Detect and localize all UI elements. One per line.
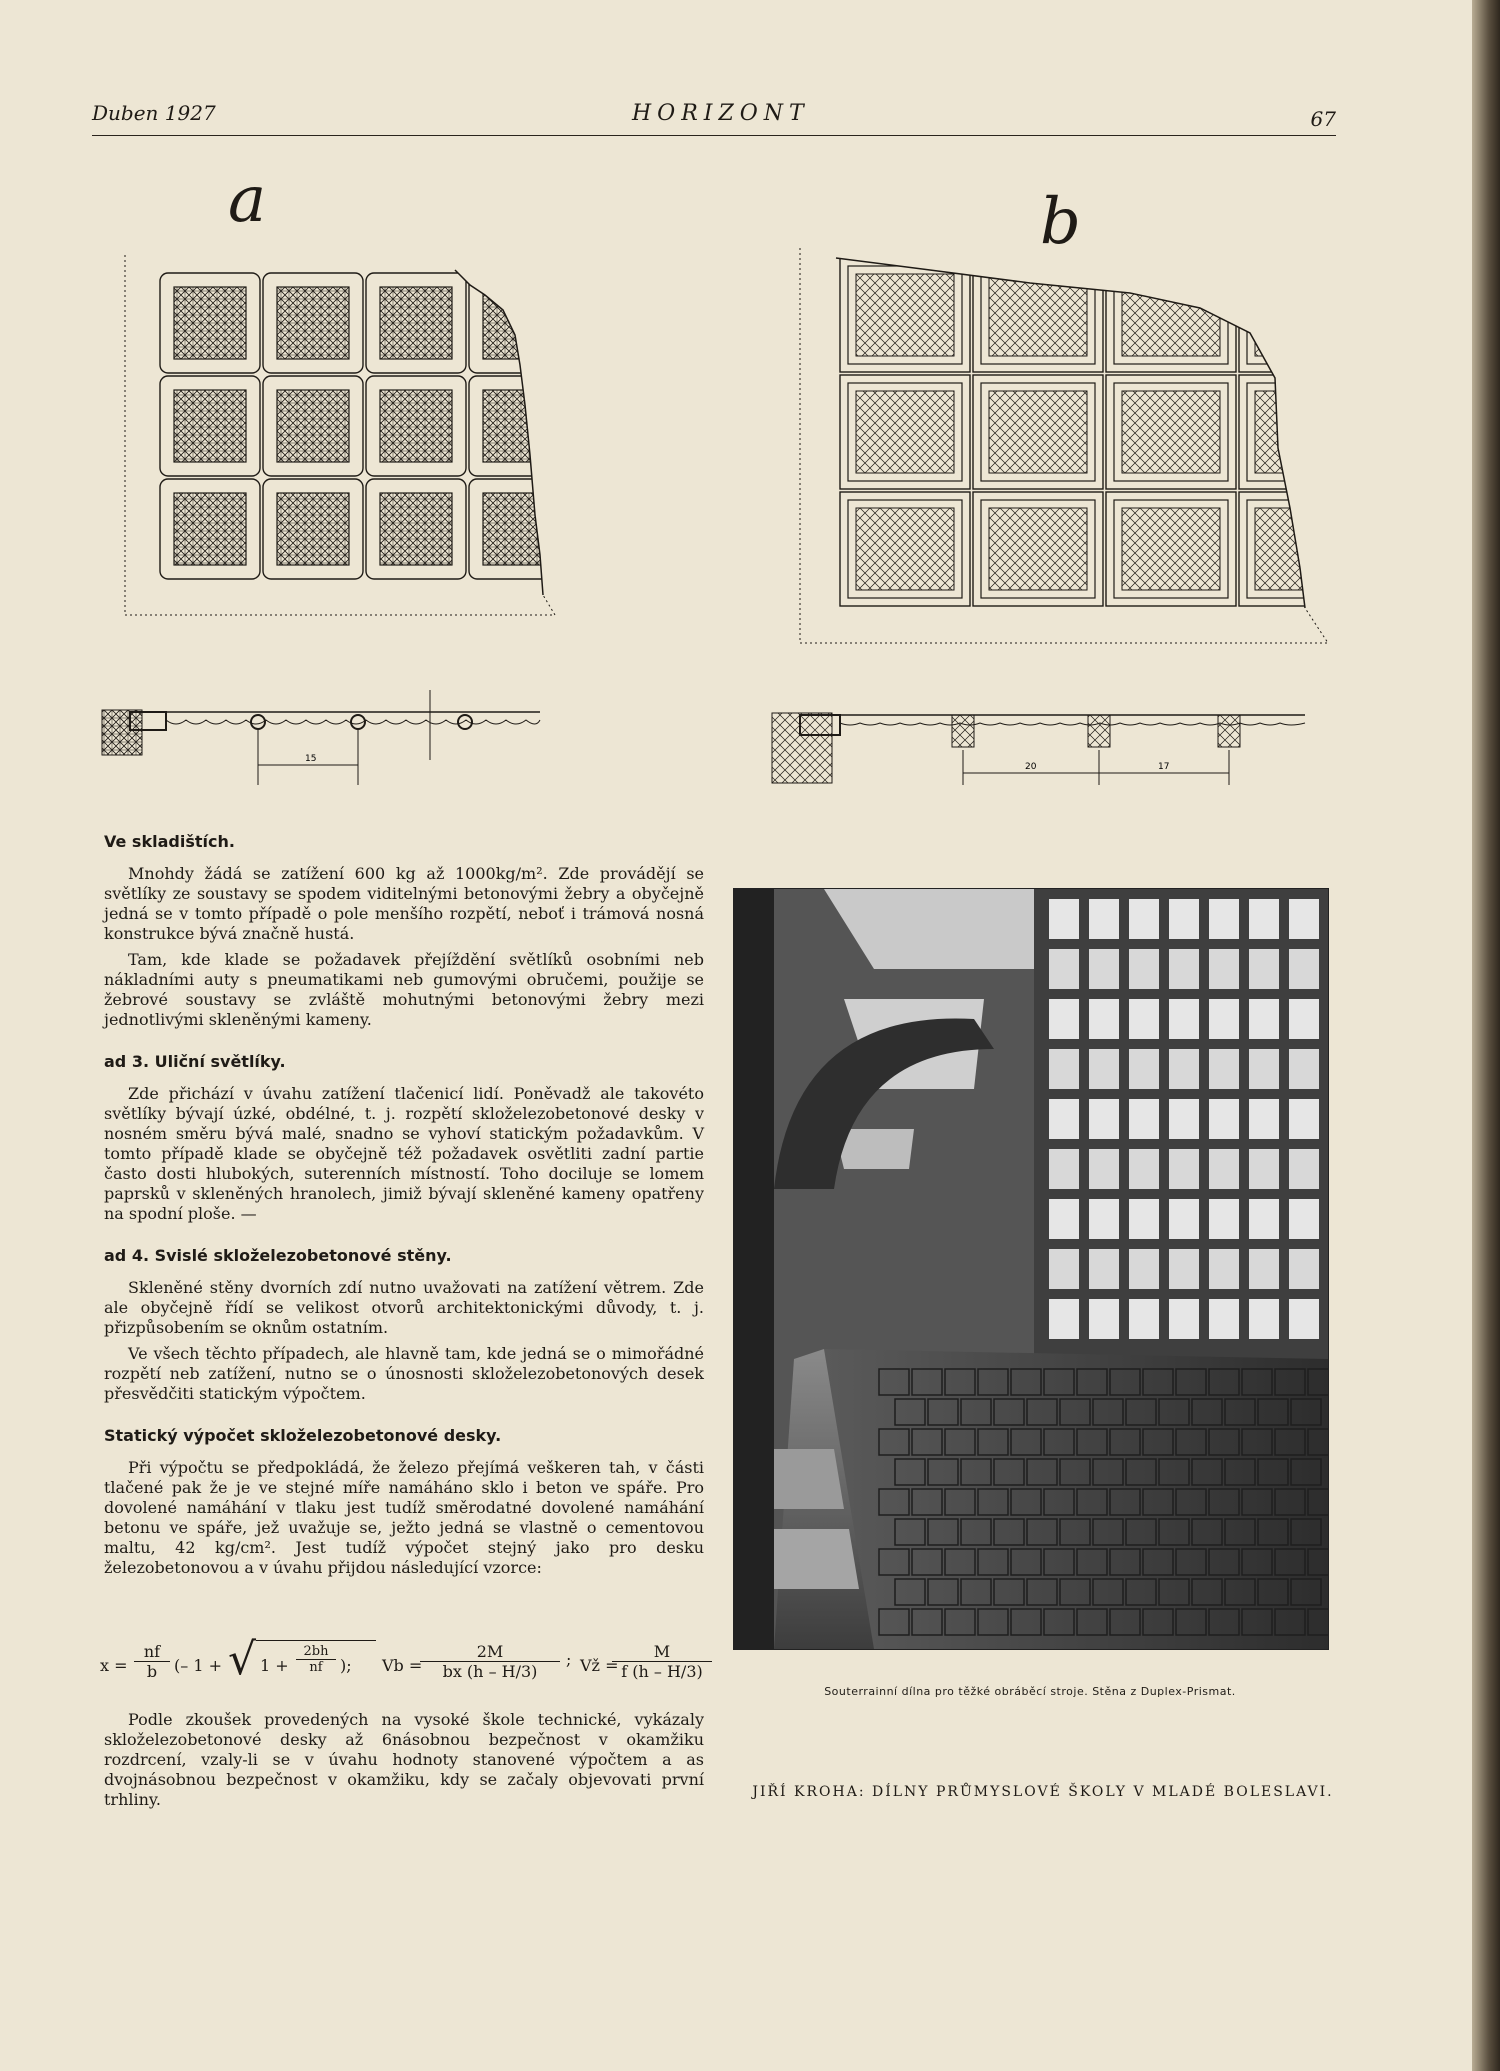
formula-root-numerator: 2bh — [296, 1644, 336, 1660]
article-column-end — [104, 1710, 704, 1816]
figure-a-letter: a — [228, 163, 267, 237]
window-pane — [1209, 1299, 1239, 1339]
article-column — [104, 822, 704, 1584]
window-pane — [1209, 1249, 1239, 1289]
section-drawing-b — [770, 705, 1310, 795]
page-edge-shadow — [1472, 0, 1500, 2071]
window-pane — [1249, 949, 1279, 989]
formula-x-numerator: nf — [134, 1642, 170, 1662]
glass-block-cell — [1106, 258, 1236, 372]
window-pane — [1249, 999, 1279, 1039]
photo-credit: JIŘÍ KROHA: DÍLNY PRŮMYSLOVÉ ŠKOLY V MLADÉ BOLESLAVI. — [752, 1784, 1334, 1800]
formula-vb-fraction — [420, 1642, 560, 1681]
photo-illustration — [734, 889, 1328, 1649]
glass-block-cell — [973, 258, 1103, 372]
window-pane — [1089, 1299, 1119, 1339]
glass-block-cell — [366, 479, 466, 579]
section-heading-street-skylights: ad 3. Uliční světlíky. — [104, 1052, 286, 1071]
square-root-bar — [256, 1640, 376, 1641]
glass-block-cell — [973, 375, 1103, 489]
window-pane — [1129, 1199, 1159, 1239]
glass-block-cell — [160, 376, 260, 476]
window-pane — [1209, 1049, 1239, 1089]
paragraph: Mnohdy žádá se zatížení 600 kg až 1000kg/m². Zde provádějí se světlíky ze soustavy se spodem viditelnými betonovými žebry a obyčejně jedná se v tomto případě o pole menšího rozpětí, neboť i trámová nosná konstrukce bývá značně hustá. — [104, 864, 704, 943]
window-pane — [1089, 1149, 1119, 1189]
window-pane — [1289, 999, 1319, 1039]
figure-a-plan — [125, 255, 565, 625]
window-pane — [1169, 899, 1199, 939]
window-pane — [1169, 1199, 1199, 1239]
window-pane — [1209, 1199, 1239, 1239]
window-pane — [1169, 1099, 1199, 1139]
window-pane — [1169, 999, 1199, 1039]
formula-vz-fraction — [612, 1642, 712, 1681]
window-pane — [1049, 1099, 1079, 1139]
formula-vz-numerator: M — [612, 1642, 712, 1662]
formula-row — [100, 1632, 710, 1702]
window-pane — [1169, 1149, 1199, 1189]
window-pane — [1129, 949, 1159, 989]
window-pane — [1049, 1249, 1079, 1289]
window-pane — [1169, 949, 1199, 989]
figure-b-plan — [800, 248, 1330, 648]
window-pane — [1209, 1149, 1239, 1189]
glass-block-cell — [469, 479, 569, 579]
window-pane — [1289, 1049, 1319, 1089]
window-pane — [1169, 1049, 1199, 1089]
window-pane — [1249, 1199, 1279, 1239]
formula-root-denominator: nf — [309, 1660, 323, 1675]
formula-x-lhs: x = — [100, 1656, 128, 1675]
window-pane — [1089, 999, 1119, 1039]
window-pane — [1129, 1299, 1159, 1339]
glass-block-cell — [840, 258, 970, 372]
window-pane — [1289, 949, 1319, 989]
formula-x-denominator: b — [146, 1662, 158, 1681]
glass-block-cell — [160, 479, 260, 579]
window-pane — [1129, 1149, 1159, 1189]
section-heading-warehouses: Ve skladištích. — [104, 832, 235, 851]
window-pane — [1209, 949, 1239, 989]
window-pane — [1049, 999, 1079, 1039]
glass-block-cell — [1239, 375, 1369, 489]
formula-x-fraction — [134, 1642, 170, 1681]
window-pane — [1049, 949, 1079, 989]
journal-title: HORIZONT — [632, 101, 810, 126]
workshop-photograph — [733, 888, 1329, 1650]
window-pane — [1089, 899, 1119, 939]
glass-block-cell — [840, 375, 970, 489]
glass-block-cell — [973, 492, 1103, 606]
formula-vz-lhs: Vž = — [580, 1656, 619, 1675]
paragraph: Zde přichází v úvahu zatížení tlačenicí lidí. Poněvadž ale takovéto světlíky bývají úzké, obdélné, t. j. rozpětí skloželezobetonové desky v nosném směru bývá malé, snadno se vyhoví statickým požadavkům. V tomto případě klade se obyčejně též požadavek osvětliti zadní partie často dosti hlubokých, suterenních místností. Toho dociluje se lomem paprsků v skleněných hranolech, jimiž bývají skleněné kameny opatřeny na spodní ploše. — — [104, 1084, 704, 1223]
formula-vb-denominator: bx (h – H/3) — [442, 1662, 538, 1681]
window-pane — [1289, 1099, 1319, 1139]
paragraph: Podle zkoušek provedených na vysoké škole technické, vykázaly skloželezobetonové desky až 6násobnou bezpečnost v okamžiku rozdrcení, vzaly-li se v úvahu hodnoty stanovené výpočtem a as dvojnásobnou bezpečnost v okamžiku, kdy se začaly objevovati první trhliny. — [104, 1710, 704, 1809]
window-pane — [1049, 899, 1079, 939]
window-pane — [1289, 1199, 1319, 1239]
paragraph: Ve všech těchto případech, ale hlavně tam, kde jedná se o mimořádné rozpětí neb zatížení, nutno se o únosnosti skloželezobetonových desek přesvědčiti statickým výpočtem. — [104, 1344, 704, 1403]
paragraph: Tam, kde klade se požadavek přejíždění světlíků osobními neb nákladními auty s pneumatikami neb gumovými obručemi, použije se žebrové soustavy se zvláště mohutnými betonovými žebry mezi jednotlivými skleněnými kameny. — [104, 950, 704, 1029]
window-pane — [1129, 1099, 1159, 1139]
glass-block-cell — [366, 273, 466, 373]
window-pane — [1129, 999, 1159, 1039]
window-pane — [1089, 949, 1119, 989]
window-pane — [1049, 1199, 1079, 1239]
formula-x-root: 1 + — [260, 1656, 289, 1675]
window-pane — [1169, 1249, 1199, 1289]
formula-vb-numerator: 2M — [420, 1642, 560, 1662]
dimension-label-b1: 20 — [1025, 762, 1037, 772]
square-root-sign: √ — [228, 1634, 257, 1685]
paragraph: Při výpočtu se předpokládá, že železo přejímá veškeren tah, v části tlačené pak že je ve stejné míře namáháno sklo i beton ve spáře. Pro dovolené namáhání v tlaku jest tudíž směrodatné dovolené namáhání betonu ve spáře, jež uvažuje se, ježto jedná se vlastně o cementovou maltu, 42 kg/cm². Jest tudíž výpočet stejný jako pro desku železobetonovou a v úvahu přijdou následující vzorce: — [104, 1458, 704, 1577]
glass-block-cell — [366, 376, 466, 476]
window-pane — [1049, 1299, 1079, 1339]
glass-block-cell — [1106, 492, 1236, 606]
glass-block-cell — [263, 479, 363, 579]
paragraph: Skleněné stěny dvorních zdí nutno uvažovati na zatížení větrem. Zde ale obyčejně řídí se velikost otvorů architektonickými důvody, t. j. přizpůsobením se oknům ostatním. — [104, 1278, 704, 1337]
window-pane — [1289, 1149, 1319, 1189]
window-pane — [1129, 1049, 1159, 1089]
window-pane — [1209, 1099, 1239, 1139]
formula-x-mid: (– 1 + — [174, 1656, 222, 1675]
section-heading-vertical-walls: ad 4. Svislé skloželezobetonové stěny. — [104, 1246, 452, 1265]
glass-block-cell — [1239, 258, 1369, 372]
section-drawing-a — [100, 690, 550, 790]
window-pane — [1249, 1149, 1279, 1189]
dimension-label-a: 15 — [305, 754, 317, 764]
window-pane — [1249, 1249, 1279, 1289]
formula-x-end: ); — [340, 1656, 352, 1675]
window-pane — [1169, 1299, 1199, 1339]
window-pane — [1049, 1149, 1079, 1189]
window-pane — [1209, 899, 1239, 939]
section-heading-static-calculation: Statický výpočet skloželezobetonové desky. — [104, 1426, 502, 1445]
glass-block-cell — [1239, 492, 1369, 606]
formula-separator: ; — [566, 1650, 572, 1669]
window-pane — [1209, 999, 1239, 1039]
photo-caption: Souterrainní dílna pro těžké obráběcí stroje. Stěna z Duplex-Prismat. — [824, 1685, 1236, 1698]
formula-vb-lhs: Vb = — [382, 1656, 423, 1675]
glass-block-cell — [840, 492, 970, 606]
glass-block-cell — [1106, 375, 1236, 489]
dimension-label-b2: 17 — [1158, 762, 1170, 772]
window-pane — [1289, 1299, 1319, 1339]
issue-date: Duben 1927 — [92, 101, 216, 125]
glass-block-cell — [469, 376, 569, 476]
running-header — [92, 95, 1336, 136]
window-pane — [1089, 1199, 1119, 1239]
window-pane — [1249, 1299, 1279, 1339]
window-pane — [1089, 1099, 1119, 1139]
page-number: 67 — [1310, 107, 1336, 131]
window-pane — [1249, 899, 1279, 939]
window-pane — [1249, 1099, 1279, 1139]
formula-vz-denominator: f (h – H/3) — [621, 1662, 703, 1681]
window-pane — [1289, 899, 1319, 939]
window-pane — [1049, 1049, 1079, 1089]
glass-block-cell — [263, 273, 363, 373]
window-pane — [1289, 1249, 1319, 1289]
window-pane — [1249, 1049, 1279, 1089]
glass-block-cell — [263, 376, 363, 476]
window-pane — [1089, 1049, 1119, 1089]
window-pane — [1129, 899, 1159, 939]
glass-block-cell — [160, 273, 260, 373]
window-pane — [1089, 1249, 1119, 1289]
figure-b-letter: b — [1040, 185, 1081, 259]
formula-root-fraction — [296, 1644, 336, 1675]
window-pane — [1129, 1249, 1159, 1289]
